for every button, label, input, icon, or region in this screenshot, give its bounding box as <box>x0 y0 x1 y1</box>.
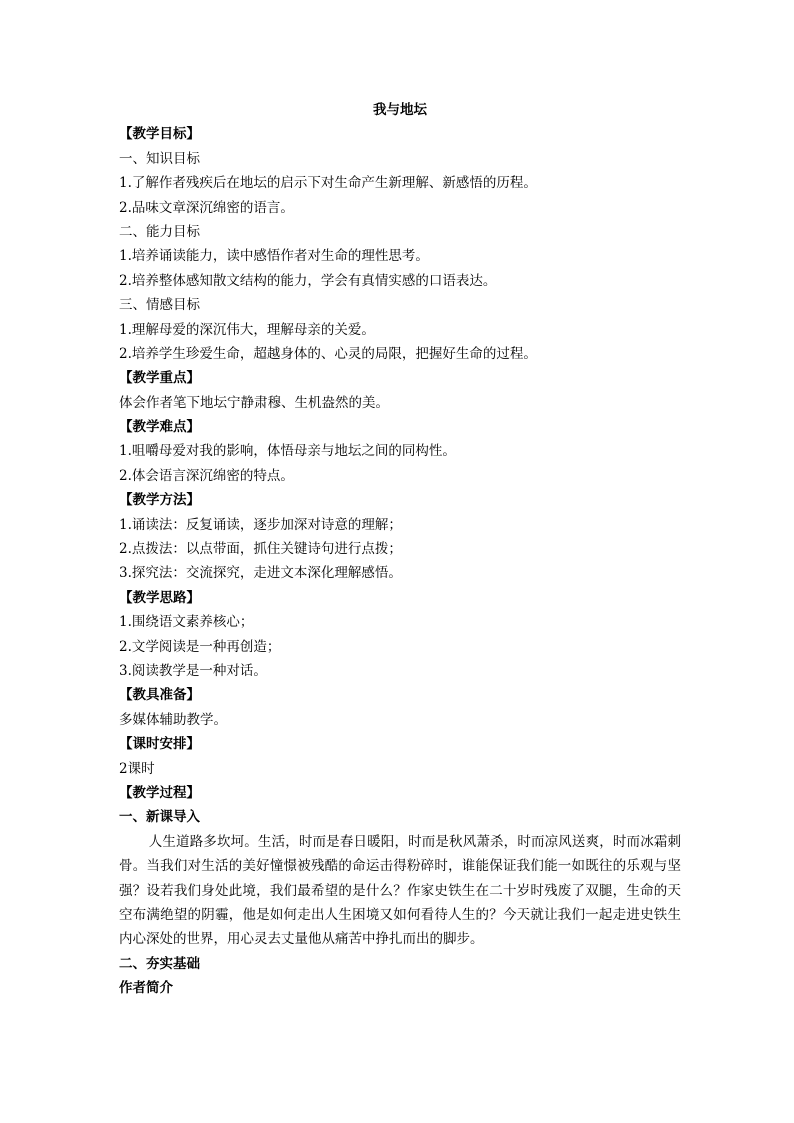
methods-heading: 【教学方法】 <box>119 492 200 509</box>
document-title: 我与地坛 <box>373 102 427 118</box>
knowledge-item: 2.品味文章深沉绵密的语言。 <box>119 199 294 216</box>
thinking-item: 2.文学阅读是一种再创造； <box>119 638 281 655</box>
difficulties-item: 2.体会语言深沉绵密的特点。 <box>119 467 294 484</box>
key-points-item: 体会作者笔下地坛宁静肃穆、生机盎然的美。 <box>119 394 389 411</box>
methods-item: 1.诵读法：反复诵读，逐步加深对诗意的理解； <box>119 516 402 533</box>
knowledge-heading: 一、知识目标 <box>119 150 200 167</box>
ability-heading: 二、能力目标 <box>119 223 200 240</box>
thinking-item: 3.阅读教学是一种对话。 <box>119 662 267 679</box>
document-page <box>119 98 681 1001</box>
ability-item: 2.培养整体感知散文结构的能力，学会有真情实感的口语表达。 <box>119 272 497 289</box>
schedule-heading: 【课时安排】 <box>119 736 200 753</box>
thinking-item: 1.围绕语文素养核心； <box>119 614 254 631</box>
author-intro-heading: 作者简介 <box>119 980 173 997</box>
emotion-item: 2.培养学生珍爱生命，超越身体的、心灵的局限，把握好生命的过程。 <box>119 345 537 362</box>
tools-heading: 【教具准备】 <box>119 687 200 704</box>
objectives-heading: 【教学目标】 <box>119 126 200 143</box>
tools-item: 多媒体辅助教学。 <box>119 711 227 728</box>
knowledge-item: 1.了解作者残疾后在地坛的启示下对生命产生新理解、新感悟的历程。 <box>119 175 537 192</box>
methods-item: 3.探究法：交流探究，走进文本深化理解感悟。 <box>119 565 402 582</box>
basics-heading: 二、夯实基础 <box>119 955 200 972</box>
methods-item: 2.点拨法：以点带面，抓住关键诗句进行点拨； <box>119 541 402 558</box>
intro-paragraph: 人生道路多坎坷。生活，时而是春日暖阳，时而是秋风萧杀，时而凉风送爽，时而冰霜刺骨。当我们对生活的美好憧憬被残酷的命运击得粉碎时，谁能保证我们能一如既往的乐观与坚强？设若我们身处此境，我们最希望的是什么？作家史铁生在二十岁时残废了双腿，生命的天空布满绝望的阴霾，他是如何走出人生困境又如何看待人生的？今天就让我们一起走进史铁生内心深处的世界，用心灵去丈量他从痛苦中挣扎而出的脚步。 <box>119 833 681 948</box>
process-heading: 【教学过程】 <box>119 784 200 801</box>
difficulties-item: 1.咀嚼母爱对我的影响，体悟母亲与地坛之间的同构性。 <box>119 443 456 460</box>
schedule-item: 2课时 <box>119 760 155 777</box>
intro-heading: 一、新课导入 <box>119 809 200 826</box>
thinking-heading: 【教学思路】 <box>119 589 200 606</box>
difficulties-heading: 【教学难点】 <box>119 419 200 436</box>
ability-item: 1.培养诵读能力，读中感悟作者对生命的理性思考。 <box>119 248 429 265</box>
emotion-heading: 三、情感目标 <box>119 297 200 314</box>
key-points-heading: 【教学重点】 <box>119 370 200 387</box>
emotion-item: 1.理解母爱的深沉伟大，理解母亲的关爱。 <box>119 321 375 338</box>
